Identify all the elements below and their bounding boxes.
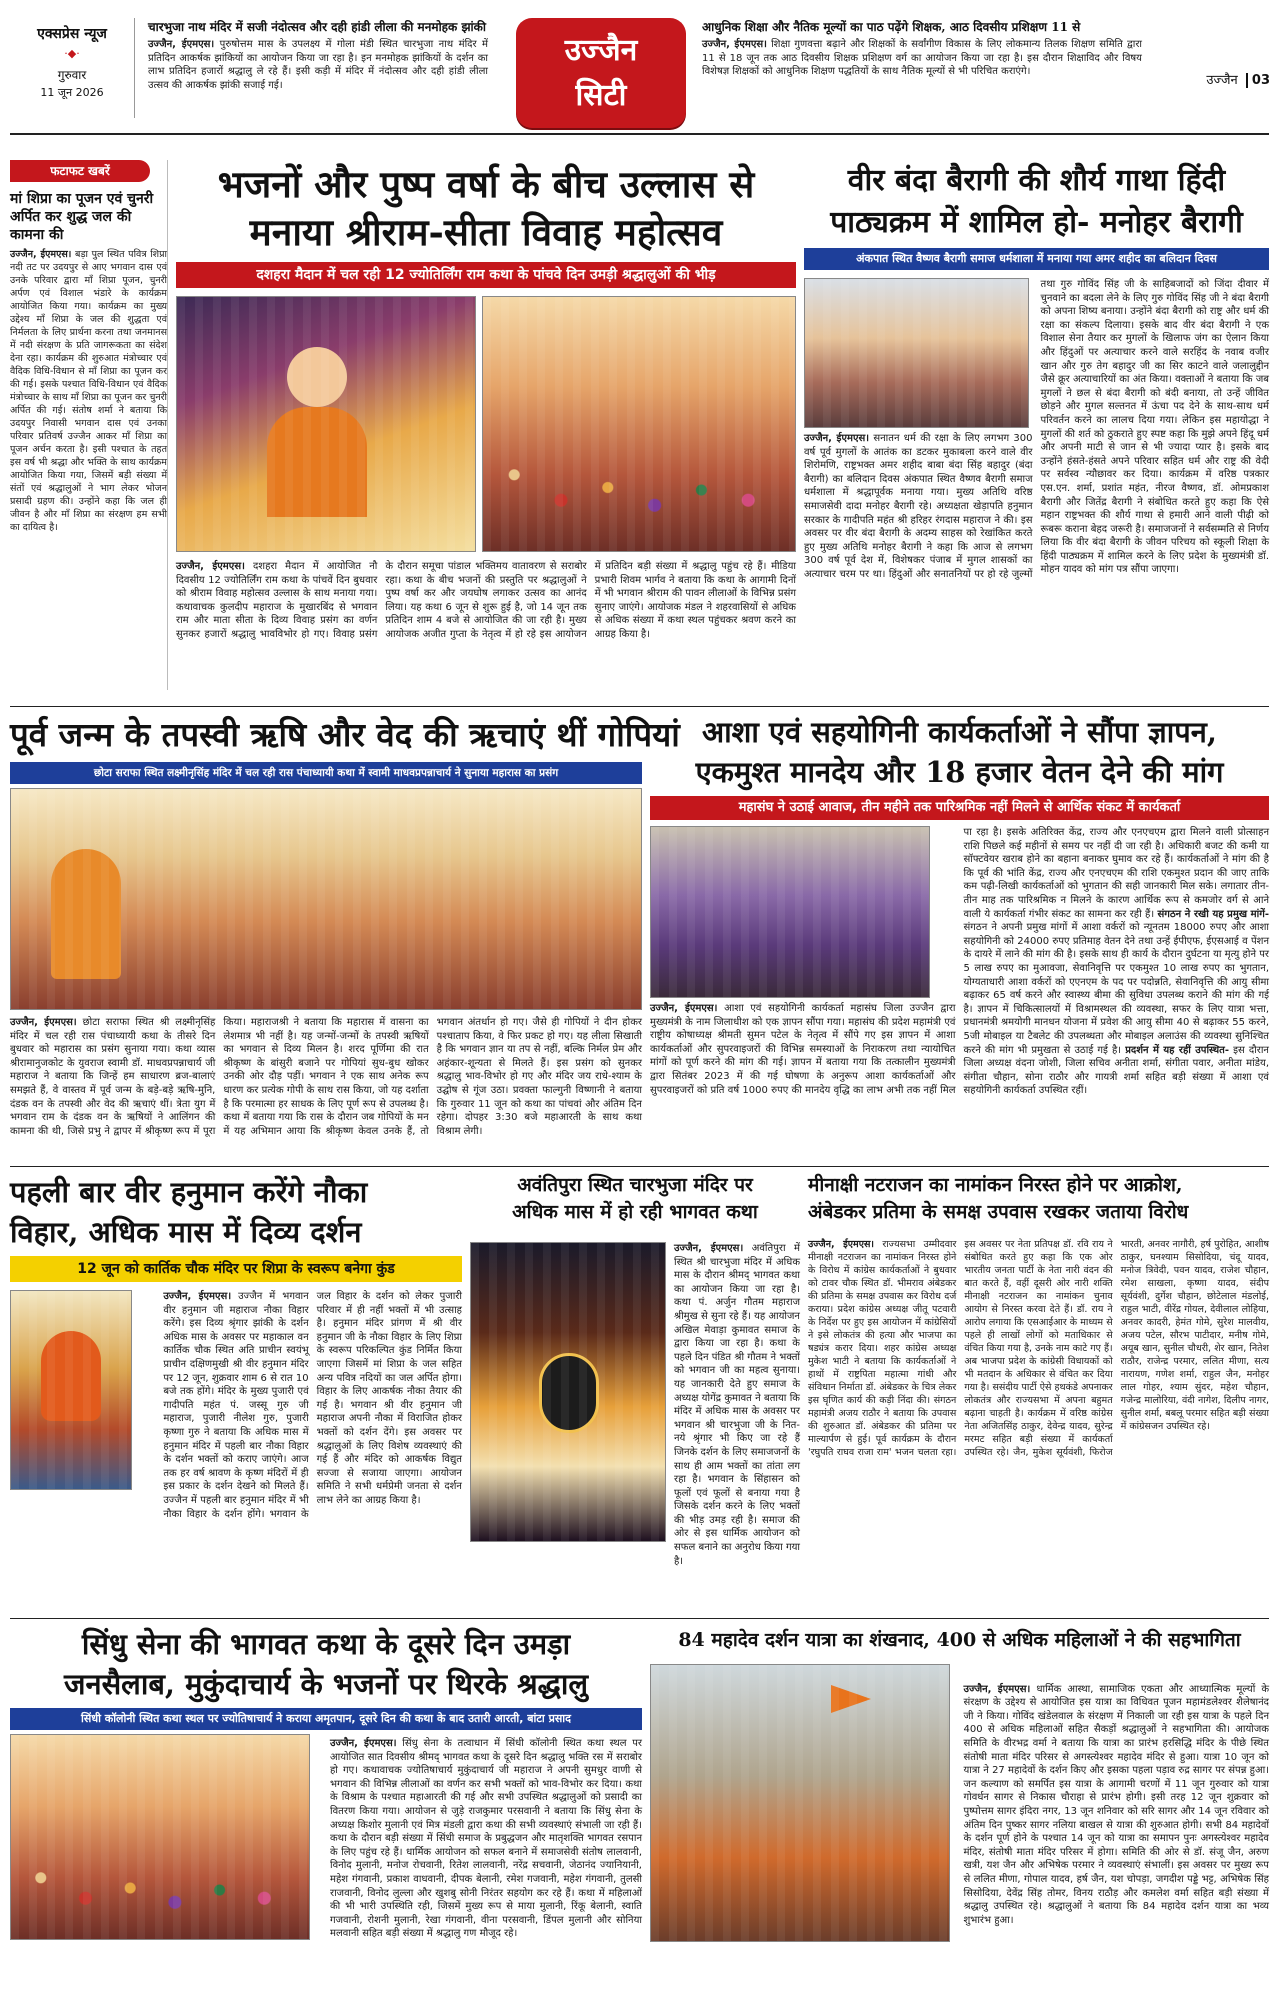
top-right-text: शिक्षा गुणवत्ता बढ़ाने और शिक्षकों के सर्वांगीण विकास के लिए लोकमान्य तिलक शिक्षण समिति द्वारा 11 से 18 जून तक आठ दिवसीय शिक्षक प्रशिक्षण वर्ग का आयोजन किया जा रहा है। इस दौरान शिक्षाविद और विषय विशेषज्ञ शिक्षकों को आधुनिक शिक्षण पद्धतियों के साथ नैतिक मूल्यों से भी परिचित कराएंगे।: [702, 39, 1142, 78]
avantipura-story: [470, 1172, 800, 1612]
bairagi-story: [804, 160, 1269, 700]
page-folio: [1160, 70, 1270, 94]
fatafat-label: फटाफट खबरें: [10, 160, 150, 182]
date-label: 11 जून 2026: [40, 86, 104, 99]
bairagi-body: [804, 278, 1269, 698]
asha-text-2: संगठन ने अपनी प्रमुख मांगों में आशा वर्करों को न्यूनतम 18000 रुपए और आशा सहयोगिनी को 24000 रुपए प्रतिमाह वेतन देने तथा उन्हें ईपीएफ, ईएसआई व पेंशन के दायरे में लाने की मांग की है। इसके साथ ही कार्य के दौरान दुर्घटना या मृत्यु होने पर 5 लाख रुपए का मुआवजा, सेवानिवृत्ति पर एकमुश्त 10 लाख रुपए का भुगतान, योग्यताधारी आशा वर्करों को एएनएम के पद पर पदोन्नति, सेवानिवृत्ति की आयु सीमा बढ़ाकर 65 वर्ष करने और स्वास्थ्य बीमा की सुविधा उपलब्ध कराने की मांग की गई है। ज्ञापन में चिकित्सालयों में विश्रामस्थल की व्यवस्था, सफर के लिए यात्रा भत्ता, प्रधानमंत्री श्रमयोगी मानधन योजना में प्रवेश की आयु सीमा 40 से बढ़ाकर 55 करने, 5जी मोबाइल या टैबलेट की उपलब्धता और मोबाइल अलाउंस की व्यवस्था सुनिश्चित करने की मांग भी प्रमुखता से उठाई गई है।: [963, 922, 1269, 1056]
avantipura-headline-1: अवंतिपुरा स्थित चारभुजा मंदिर पर: [517, 1174, 753, 1196]
gopiyan-dateline: उज्जैन, ईएमएस।: [10, 1017, 77, 1028]
avantipura-text: अवंतिपुरा में स्थित श्री चारभुजा मंदिर में अधिक मास के दौरान श्रीमद् भागवत कथा का आयोजन किया जा रहा है। कथा पं. अर्जुन गौतम महाराज श्रीमुख से सुना रहे हैं। यह आयोजन अखिल मेवाड़ा कुमावत समाज के द्वारा किया जा रहा है। कथा के पहले दिन पंडित श्री गौतम ने भक्तों को भगवान जी का महत्व सुनाया। यह जानकारी देते हुए समाज के अध्यक्ष योगेंद्र कुमावत ने बताया कि मंदिर में अधिक मास के अवसर पर भगवान श्री चारभुजा जी के नित-नये श्रृंगार भी किए जा रहे हैं जिनके दर्शन के लिए समाजजनों के साथ ही आम भक्तों का तांता लग रहा है। भगवान के सिंहासन को फूलों एवं फूलों से बनाया गया है जिसके दर्शन करने के लिए भक्तों की भीड़ उमड़ रही है। समाज की ओर से इस धार्मिक आयोजन को सफल बनाने का अनुरोध किया गया है।: [674, 1243, 800, 1567]
gopiyan-text: छोटा सराफा स्थित श्री लक्ष्मीनृसिंह मंदिर में चल रही रास पंचाध्यायी कथा के तीसरे दिन बुधवार को महारास का प्रसंग सुनाया गया। कथा व्यास श्रीरामानुजकोट के युवराज स्वामी डॉ. माधवप्रपन्नाचार्य जी महाराज ने बताया कि जिन्हें हम साधारण ब्रज-बालाएं समझते हैं, वे वास्तव में पूर्व जन्म के बड़े-बड़े ऋषि-मुनि, दंडक वन के तपस्वी और वेद की ऋचाएं थीं। त्रेता युग में भगवान राम के दंडक वन के ऋषियों ने आलिंगन की कामना की थी, जिसे प्रभु ने द्वापर में श्रीकृष्ण रूप में पूरा किया। महाराजश्री ने बताया कि महारास में वासना का लेशमात्र भी नहीं है। यह जन्मों-जन्मों के तपस्वी ऋषियों का भगवान से दिव्य मिलन है। शरद पूर्णिमा की रात श्रीकृष्ण के बांसुरी बजाने पर गोपियां सुध-बुध खोकर उनकी ओर दौड़ पड़ीं। भगवान ने एक साथ अनेक रूप धारण कर प्रत्येक गोपी के साथ रास किया, जो यह दर्शाता है कि परमात्मा हर साधक के लिए पूर्ण रूप से उपलब्ध है। कथा में बताया गया कि रास के दौरान जब गोपियों के मन में यह अभिमान आया कि श्रीकृष्ण केवल उनके हैं, तो भगवान अंतर्धान हो गए। जैसे ही गोपियों ने दीन होकर पश्चाताप किया, वे फिर प्रकट हो गए। यह लीला सिखाती है कि भगवान ज्ञान या तप से नहीं, बल्कि निर्मल प्रेम और अहंकार-शून्यता से मिलते हैं। इस प्रसंग को सुनकर श्रद्धालु भाव-विभोर हो गए और मंदिर जय राधे-श्याम के उद्घोष से गूंज उठा। प्रवक्ता फाल्गुनी विष्णानी ने बताया कि गुरुवार 11 जून को कथा का पांचवां और अंतिम दिन रहेगा। दोपहर 3:30 बजे महाआरती के साथ कथा विश्राम लेगी।: [10, 1017, 642, 1137]
fatafat-text: बड़ा पुल स्थित पवित्र शिप्रा नदी तट पर उदयपुर से आए भगवान दास एवं उनके परिवार द्वारा माँ शिप्रा पूजन, चुनरी अर्पण एवं विशाल भंडारे के कार्यक्रम आयोजित किया गया। कार्यक्रम का मुख्य उद्देश्य माँ शिप्रा के जल की शुद्धता एवं निर्मलता के लिए प्रार्थना करना तथा जनमानस में नदी संरक्षण के प्रति जागरूकता का संदेश देना रहा। कार्यक्रम की शुरुआत मंत्रोच्चार एवं वैदिक विधि-विधान से माँ शिप्रा का पूजन कर की गई। इसके पश्चात विधि-विधान एवं वैदिक मंत्रोच्चार के साथ माँ शिप्रा का पूजन कर चुनरी अर्पित की गई। संतोष शर्मा ने बताया कि उदयपुर निवासी भगवान दास एवं उनका परिवार प्रतिवर्ष उज्जैन आकर माँ शिप्रा का पूजन अर्चन करता है। इसी पश्चात के तहत इस वर्ष भी श्रद्धा और भक्ति के साथ कार्यक्रम आयोजित किया गया, जिसमें बड़ी संख्या में संतों एवं श्रद्धालुओं ने भाग लेकर भोजन प्रसादी ग्रहण की। उन्होंने कहा कि जल ही जीवन है और माँ शिप्रा का संरक्षण हम सभी का दायित्व है।: [10, 249, 167, 533]
ambedkar-text: राज्यसभा उम्मीदवार मीनाक्षी नटराजन का नामांकन निरस्त होने के विरोध में कांग्रेस कार्यकर्ताओं ने बुधवार को टावर चौक स्थित डॉ. भीमराव अंबेडकर की प्रतिमा के समक्ष उपवास कर विरोध दर्ज कराया। प्रदेश कांग्रेस अध्यक्ष जीतू पटवारी के निर्देश पर हुए इस आयोजन में कांग्रेसियों ने इसे लोकतंत्र की हत्या और भाजपा का षड्यंत्र करार दिया। शहर कांग्रेस अध्यक्ष मुकेश भाटी ने बताया कि कार्यकर्ताओं ने हाथों में राष्ट्रपिता महात्मा गांधी और संविधान निर्माता डॉ. अंबेडकर के चित्र लेकर इस घृणित कार्य की कड़ी निंदा की। संगठन महामंत्री अजय राठौर ने बताया कि उपवास की शुरुआत डॉ. अंबेडकर की प्रतिमा पर माल्यार्पण से हुई। पूर्व कार्यक्रम के दौरान 'रघुपति राघव राजा राम' भजन चलता रहा। इस अवसर पर नेता प्रतिपक्ष डॉ. रवि राय ने संबोधित करते हुए कहा कि एक ओर भारतीय जनता पार्टी के नेता नारी वंदन की बात करते हैं, वहीं दूसरी ओर नारी शक्ति मीनाक्षी नटराजन का नामांकन चुनाव आयोग से निरस्त करवा देते हैं। डॉ. राय ने आरोप लगाया कि एसआईआर के माध्यम से पहले ही लाखों लोगों को मताधिकार से वंचित किया गया है, उनके नाम काटे गए हैं। अब भाजपा प्रदेश के कांग्रेसी विधायकों को भी मतदान के अधिकार से वंचित कर दिया गया है। ससंदीय पार्टी ऐसे हथकंडे अपनाकर लोकतंत्र और राज्यसभा में अपना बहुमत बढ़ाना चाहती है। कार्यक्रम में वरिष्ठ कांग्रेस नेता अजितसिंह ठाकुर, देवेन्द्र यादव, सुरेन्द्र मरमट सहित बड़ी संख्या में कार्यकर्ता उपस्थित रहे। जैन, मुकेश सूर्यवंशी, फिरोज भारती, अनवर नागौरी, हर्ष पुरोहित, आशीष ठाकुर, घनश्याम सिसोदिया, चंदू यादव, मनोज त्रिवेदी, पवन यादव, राजेश चौहान, रमेश साखला, कृष्णा यादव, संदीप सूर्यवंशी, दुर्गेश चौहान, छोटेलाल मंडलोई, राहुल भाटी, वीरेंद्र गोयल, देवीलाल लोहिया, अनवर कादरी, हेमंत गोमे, सुरेश मालवीय, अजय पटेल, सौरभ पाटीदार, मनीष गोमे, अयूब खान, सुनील चौधरी, शेर खान, नितेश राठौर, राजेन्द्र परमार, ललित मीणा, सत्य नारायण, गणेश शर्मा, राहुल जैन, मनोहर लाल गोहर, श्याम सुंदर, महेश चौहान, गजेन्द्र मालोरिया, वंदी नागेश, दिलीप नागर, सुनील शर्मा, बबलू परमार सहित बड़ी संख्या में कांग्रेसजन उपस्थित रहे।: [808, 1239, 1269, 1458]
hanuman-headline-1: पहली बार वीर हनुमान करेंगे नौका: [10, 1175, 368, 1209]
fatafat-panel: [10, 160, 168, 690]
ram-sita-text: दशहरा मैदान में आयोजित नौ दिवसीय 12 ज्योतिर्लिंग राम कथा के पांचवें दिन बुधवार को श्रीराम विवाह महोत्सव उल्लास के साथ मनाया गया। कथावाचक कुलदीप महाराज के मुखारबिंद से भगवान राम और माता सीता के दिव्य विवाह प्रसंग का वर्णन सुनकर हजारों श्रद्धालु भावविभोर हो गए। विवाह प्रसंग के दौरान समूचा पांडाल भक्तिमय वातावरण से सराबोर रहा। कथा के बीच भजनों की प्रस्तुति पर श्रद्धालुओं ने पुष्प वर्षा कर और जयघोष लगाकर उत्सव का आनंद लिया। यह कथा 6 जून से शुरू हुई है, जो 14 जून तक प्रतिदिन शाम 4 बजे से आयोजित की जा रही है। मुख्य आयोजक अजीत गुप्ता के नेतृत्व में हो रहे इस आयोजन में प्रतिदिन बड़ी संख्या में श्रद्धालु पहुंच रहे हैं। मीडिया प्रभारी शिवम भार्गव ने बताया कि कथा के आगामी दिनों में भी भगवान श्रीराम की पावन लीलाओं के विभिन्न प्रसंग सुनाए जाएंगे। आयोजक मंडल ने शहरवासियों से अधिक से अधिक संख्या में कथा स्थल पहुंचकर श्रवण करने का आग्रह किया है।: [176, 561, 796, 640]
top-right-brief: [702, 18, 1142, 118]
asha-banner: महासंघ ने उठाई आवाज, तीन महीने तक पारिश्रमिक नहीं मिलने से आर्थिक संकट में कार्यकर्ता: [650, 796, 1269, 820]
asha-body: [650, 826, 1269, 1160]
ambedkar-body: [808, 1238, 1269, 1610]
hanuman-body: [10, 1290, 462, 1610]
ram-sita-story: [176, 160, 796, 700]
asha-dateline: उज्जैन, ईएमएस।: [650, 1003, 718, 1014]
speaker-figure-icon: [287, 347, 347, 407]
ambedkar-dateline: उज्जैन, ईएमएस।: [808, 1239, 875, 1250]
mahadev84-body: [650, 1664, 1269, 2000]
speaker-robe-icon: [267, 407, 367, 517]
bairagi-dateline: उज्जैन, ईएमएस।: [804, 433, 870, 444]
city-logo-line2: सिटी: [575, 78, 627, 113]
bairagi-photo-spacer: [804, 278, 1029, 432]
section-rule-3: [10, 1618, 1269, 1619]
ram-sita-photo-crowd: [482, 296, 796, 552]
asha-story: [650, 712, 1269, 1162]
ambedkar-headline-2: अंबेडकर प्रतिमा के समक्ष उपवास रखकर जताया विरोध: [808, 1201, 1189, 1223]
avantipura-body-side: [674, 1242, 800, 1567]
top-right-body: [702, 38, 1142, 118]
sindhu-text: सिंधु सेना के तत्वाधान में सिंधी कॉलोनी स्थित कथा स्थल पर आयोजित सात दिवसीय श्रीमद् भागवत कथा के दूसरे दिन श्रद्धालु भक्ति रस में सराबोर हो गए। कथावाचक ज्योतिषाचार्य मुकुंदाचार्य जी महाराज ने अपनी सुमधुर वाणी से भगवान की विभिन्न लीलाओं का वर्णन कर सभी भक्तों को भाव-विभोर कर दिया। कथा के विश्राम के पश्चात महाआरती की गई और सभी उपस्थित श्रद्धालुओं को प्रसादी का वितरण किया गया। आयोजन से जुड़े राजकुमार परसवानी ने बताया कि सिंधु सेना के अध्यक्ष किशोर मुलानी एवं मित्र मंडली द्वारा कथा की सभी व्यवस्थाएं संभाली जा रही हैं। कथा के दौरान बड़ी संख्या में सिंधी समाज के प्रबुद्धजन और मातृशक्ति भागवत रसपान के लिए पहुंच रहे हैं। धार्मिक आयोजन को सफल बनाने में समाजसेवी संतोष लालवानी, विनोद मुलानी, मनोज रोचवानी, रितेश लालवानी, नरेंद्र सचवानी, जेठानंद ज्यानियानी, महेश गंगवानी, प्रकाश वाधवानी, दीपक बेलानी, रमेश गजवानी, महेश गंगवानी, तुलसी राजवानी, विनोद लुल्ला और खुशबु सोनी निरंतर सहयोग कर रहे हैं। कथा में महिलाओं की भी भारी उपस्थिति रही, जिसमें मुख्य रूप से माया मुलानी, रिंकू बेलानी, स्वाति गजवानी, रोशनी मुलानी, रेखा गंगवानी, वीना परसवानी, डिंपल मुलानी और सोनिया मलवानी सहित बड़ी संख्या में श्रद्धालु गण मौजूद रहे।: [330, 1738, 643, 1940]
hanuman-headline-2: विहार, अधिक मास में दिव्य दर्शन: [10, 1215, 362, 1249]
hanuman-text: उज्जैन में भगवान वीर हनुमान जी महाराज नौका विहार करेंगे। इस दिव्य श्रृंगार झांकी के दर्शन अधिक मास के अवसर पर महाकाल वन कार्तिक चौक स्थित अति प्राचीन स्वयंभू प्राचीन दक्षिणमुखी श्री वीर हनुमान मंदिर पर 12 जून, शुक्रवार शाम 6 से रात 10 बजे तक होंगे। मंदिर के मुख्य पुजारी एवं गादीपति महंत पं. जस्सू गुरु जी महाराज, पुजारी नीलेश गुरु, पुजारी कृष्णा गुरु ने बताया कि अधिक मास में हनुमान मंदिर में पहली बार नौका विहार के दर्शन भक्तों को कराए जाएंगे। आज तक हर वर्ष श्रावण के कृष्ण मंदिरों में ही इस प्रकार के दर्शन देखने को मिलते हैं। उज्जैन में पहली बार हनुमान मंदिर में भी नौका विहार के दर्शन होंगे। भगवान के जल विहार के दर्शन को लेकर पुजारी परिवार में ही नहीं भक्तों में भी उत्साह है। हनुमान मंदिर प्रांगण में श्री वीर हनुमान जी के नौका विहार के लिए शिप्रा के स्वरूप परिकल्पित कुंड निर्मित किया जाएगा जिसमें मां शिप्रा के जल सहित अन्य पवित्र नदियों का जल अर्पित होगा। विहार के लिए आकर्षक नौका तैयार की गई है। भगवान श्री वीर हनुमान जी महाराज अपनी नौका में विराजित होकर भक्तों को दर्शन देंगे। इस अवसर पर श्रद्धालुओं के लिए विशेष व्यवस्थाएं की गई हैं और मंदिर को आकर्षक विद्युत सज्जा से सजाया जाएगा। आयोजन समिति ने सभी धर्मप्रेमी जनता से दर्शन लाभ लेने का आग्रह किया है।: [163, 1291, 462, 1520]
ram-sita-body: [176, 560, 796, 695]
fatafat-dateline: उज्जैन, ईएमएस।: [10, 249, 72, 260]
top-left-body: [148, 38, 488, 118]
bairagi-text: सनातन धर्म की रक्षा के लिए लगभग 300 वर्ष पूर्व मुगलों के आतंक का डटकर मुकाबला करने वाले वीर शिरोमणि, राष्ट्रभक्त अमर शहीद बाबा बंदा सिंह बहादुर (बंदा बैरागी) का बलिदान दिवस अंकपात स्थित वैष्णव बैरागी समाज धर्मशाला में श्रद्धापूर्वक मनाया गया। मुख्य अतिथि वरिष्ठ समाजसेवी दादा मनोहर बैरागी रहे। अध्यक्षता खेड़ापति हनुमान सरकार के गादीपति महंत श्री हरिहर रंगदास महाराज ने की। इस अवसर पर वीर बंदा बैरागी के अदम्य साहस को रेखांकित करते हुए मुख्य अतिथि मनोहर बैरागी ने कहा कि आज से लगभग 300 वर्ष पूर्व देश में, विशेषकर पंजाब में मुगल शासकों का अत्याचार चरम पर था। हिंदुओं और सनातनियों पर हो रहे जुल्मों तथा गुरु गोविंद सिंह जी के साहिबजादों को जिंदा दीवार में चुनवाने का बदला लेने के लिए गुरु गोविंद सिंह जी ने बंदा बैरागी को अपना शिष्य बनाया। उन्होंने बंदा बैरागी को राष्ट्र और धर्म की रक्षा का संकल्प दिलाया। इसके बाद वीर बंदा बैरागी ने एक विशाल सेना तैयार कर मुगलों के खिलाफ जंग का ऐलान किया और हिंदुओं पर अत्याचार करने वाले सरहिंद के नवाब वजीर खान और गुरु तेग बहादुर जी का सिर काटने वाले जलालुद्दीन जैसे क्रूर अत्याचारियों का अंत किया। वक्ताओं ने बताया कि जब मुगलों ने छल से बंदा बैरागी को बंदी बनाया, तो उन्हें जीवित छोड़ने और मुगल सल्तनत में ऊंचा पद देने के साथ-साथ धर्म परिवर्तन करने का लालच दिया गया। लेकिन इस महायोद्धा ने मुगलों की शर्त को ठुकराते हुए स्पष्ट कहा कि मुझे अपने हिंदू धर्म और अपनी माटी से जान से भी ज्यादा प्यार है। इसके बाद उन्होंने हंसते-हंसते अपने परिवार सहित धर्म और राष्ट्र की वेदी पर सर्वस्व न्यौछावर कर दिया। कार्यक्रम में वरिष्ठ पत्रकार एस.एन. शर्मा, प्रशांत महंत, नीरज वैष्णव, डॉ. ओमप्रकाश बैरागी और जितेंद्र बैरागी ने संबोधित करते हुए कहा कि ऐसे महान राष्ट्रभक्त की शौर्य गाथा से हमारी आने वाली पीढ़ी को रूबरू कराना बेहद जरूरी है। समाजजनों ने सर्वसम्मति से निर्णय लिया कि वीर बंदा बैरागी के जीवन परिचय को स्कूली शिक्षा के हिंदी पाठ्यक्रम में शामिल करने के लिए प्रदेश के मुख्यमंत्री डॉ. मोहन यादव को मांग पत्र सौंपा जाएगा।: [804, 279, 1269, 580]
avantipura-dateline: उज्जैन, ईएमएस।: [674, 1243, 744, 1254]
hanuman-story: [10, 1172, 462, 1612]
section-rule-1: [10, 706, 1269, 707]
top-left-headline: चारभुजा नाथ मंदिर में सजी नंदोत्सव और दही हांडी लीला की मनमोहक झांकी: [148, 20, 486, 34]
hanuman-banner: 12 जून को कार्तिक चौक मंदिर पर शिप्रा के स्वरूप बनेगा कुंड: [10, 1256, 462, 1282]
hanuman-photo-spacer: [10, 1290, 132, 1494]
kathavyas-figure-icon: [51, 849, 121, 979]
ambedkar-story: [808, 1172, 1269, 1612]
bairagi-headline-2: पाठ्यक्रम में शामिल हो- मनोहर बैरागी: [830, 205, 1243, 240]
fatafat-body: [10, 248, 167, 673]
bairagi-headline-1: वीर बंदा बैरागी की शौर्य गाथा हिंदी: [847, 163, 1226, 198]
gopiyan-headline: पूर्व जन्म के तपस्वी ऋषि और वेद की ऋचाएं थीं गोपियां: [10, 715, 680, 754]
ram-sita-photo-kathavachak: [176, 296, 476, 552]
sindhu-banner: सिंधी कॉलोनी स्थित कथा स्थल पर ज्योतिषाचार्य ने कराया अमृतपान, दूसरे दिन की कथा के बाद उतारी आरती, बांटा प्रसाद: [10, 1708, 642, 1730]
mahadev84-dateline: उज्जैन, ईएमएस।: [963, 1683, 1031, 1695]
sindhu-dateline: उज्जैन, ईएमएस।: [330, 1738, 397, 1750]
ram-sita-dateline: उज्जैन, ईएमएस।: [176, 561, 245, 572]
gopiyan-story: [10, 712, 680, 1162]
fatafat-headline: मां शिप्रा का पूजन एवं चुनरी अर्पित कर शुद्ध जल की कामना की: [10, 191, 154, 243]
mahadev84-text: धार्मिक आस्था, सामाजिक एकता और आध्यात्मिक मूल्यों के संरक्षण के उद्देश्य से आयोजित इस यात्रा का विधिवत पूजन महामंडलेश्वर शैलेषानंद जी ने किया। गोविंद खंडेलवाल के संरक्षण में निकाली जा रही इस यात्रा के पहले दिन 400 से अधिक महिलाओं सहित सैकड़ों श्रद्धालुओं ने सहभागिता की। आयोजक समिति के वीरभद्र वर्मा ने बताया कि यात्रा का प्रारंभ हरसिद्धि मंदिर के पीछे स्थित संतोषी माता मंदिर परिसर से अगस्त्येश्वर महादेव मंदिर से हुआ। यात्रा 10 जून को यात्रा ने 27 महादेवों के दर्शन किए और इसका पहला पड़ाव रुद्र सागर पर संपन्न हुआ। जन कल्याण को समर्पित इस यात्रा के आगामी चरणों में 11 जून गुरुवार को यात्रा गोवर्धन सागर से निकास चौराहा से प्रारंभ होगी। इसी तरह 12 जून शुक्रवार को पुष्पोत्तम सागर इंदिरा नगर, 13 जून शनिवार को सरि सागर और 14 जून रविवार को अंतिम दिन पुष्कर सागर नलिया बाखल से यात्रा की शुरुआत होगी। सभी 84 महादेवों के दर्शन पूर्ण होने के पश्चात 14 जून को यात्रा का समापन पुनः अगस्त्येश्वर महादेव मंदिर, संतोषी माता मंदिर परिसर में होगा। समिति की ओर से डॉ. संजू जैन, अरुण खत्री, यश जैन और अभिषेक परमार ने व्यवस्थाएं संभालीं। इस अवसर पर मुख्य रूप से ललित मीणा, गोपाल यादव, हर्ष जैन, यश चोपड़ा, जगदीश पड्डे भट्ट, अभिषेक सिंह सिसोदिया, देवेंद्र सिंह तोमर, विनय राठौड़ और कमलेश वर्मा सहित बड़ी संख्या में श्रद्धालु उपस्थित रहे। श्रद्धालुओं ने बताया कि 84 महादेव दर्शन यात्रा का भव्य शुभारंभ हुआ।: [963, 1683, 1269, 1926]
bairagi-banner: अंकपात स्थित वैष्णव बैरागी समाज धर्मशाला में मनाया गया अमर शहीद का बलिदान दिवस: [804, 248, 1269, 270]
mahadev84-story: [650, 1624, 1269, 2002]
hanuman-dateline: उज्जैन, ईएमएस।: [163, 1291, 232, 1302]
folio-divider: [1246, 73, 1248, 88]
ram-sita-headline-1: भजनों और पुष्प वर्षा के बीच उल्लास से: [217, 162, 755, 206]
brand-name: एक्सप्रेस न्यूज: [37, 26, 107, 42]
sindhu-headline-2: जनसैलाब, मुकुंदाचार्य के भजनों पर थिरके श्रद्धालु: [63, 1667, 589, 1701]
asha-photo-spacer: [650, 826, 930, 1002]
top-right-dateline: उज्जैन, ईएमएस।: [702, 39, 767, 50]
avantipura-headline-2: अधिक मास में हो रही भागवत कथा: [512, 1201, 758, 1223]
masthead-brand-box: [10, 18, 135, 118]
folio-city: उज्जैन: [1206, 73, 1238, 88]
sindhu-headline-1: सिंधु सेना की भागवत कथा के दूसरे दिन उमड़ा: [81, 1627, 571, 1661]
asha-headline-1: आशा एवं सहयोगिनी कार्यकर्ताओं ने सौंपा ज्ञापन,: [702, 715, 1217, 749]
top-left-text: पुरुषोत्तम मास के उपलक्ष्य में गोला मंडी स्थित चारभुजा नाथ मंदिर में प्रतिदिन आकर्षक झांकियों का आयोजन किया जा रहा है। इन मनमोहक झांकियों के दर्शन का लाभ प्रतिदिन हजारों श्रद्धालु ले रहे हैं। इसी कड़ी में मंदिर में नंदोत्सव और दही हांडी लीला उत्सव की आकर्षक झांकी सजाई गई।: [148, 39, 488, 91]
ram-sita-banner: दशहरा मैदान में चल रही 12 ज्योतिर्लिंग राम कथा के पांचवे दिन उमड़ी श्रद्धालुओं की भीड़: [176, 262, 796, 288]
asha-headline-2: एकमुश्त मानदेय और 18 हजार वेतन देने की मांग: [695, 755, 1224, 789]
asha-subhead-2: प्रदर्शन में यह रहीं उपस्थित-: [1125, 1044, 1229, 1056]
day-label: गुरुवार: [57, 68, 87, 82]
gopiyan-banner: छोटा सराफा स्थित लक्ष्मीनृसिंह मंदिर में चल रही रास पंचाध्यायी कथा में स्वामी माधवप्रपन्नाचार्य ने सुनाया महारास का प्रसंग: [10, 762, 642, 784]
city-logo: [516, 18, 686, 128]
asha-text: आशा एवं सहयोगिनी कार्यकर्ता महासंघ जिला उज्जैन द्वारा मुख्यमंत्री के नाम जिलाधीश को एक ज्ञापन सौंपा गया। महासंघ की प्रदेश महामंत्री एवं राष्ट्रीय कोषाध्यक्ष श्रीमती सुमन पटेल के नेतृत्व में सौंपे गए इस ज्ञापन में आशा कार्यकर्ताओं और सुपरवाइजरों की विभिन्न समस्याओं के निराकरण तथा न्यायोचित मांगों को पूर्ण करने की मांग की गई। ज्ञापन में बताया गया कि तत्कालीन मुख्यमंत्री द्वारा सितंबर 2023 में की गई घोषणा के अनुरूप आशा कार्यकर्ताओं और सुपरवाइजरों को प्रति वर्ष 1000 रुपए की मानदेय वृद्धि का लाभ अभी तक नहीं मिल पा रहा है। इसके अतिरिक्त केंद्र, राज्य और एनएचएम द्वारा मिलने वाली प्रोत्साहन राशि पिछले कई महीनों से समय पर नहीं दी जा रही है। अधिकारी बजट की कमी या सॉफ्टवेयर खराब होने का बहाना बनाकर घुमाव कर रहे हैं। कार्यकर्ताओं ने मांग की है कि पूर्व की भांति केंद्र, राज्य और एनएचएम की राशि एकमुश्त प्रदान की जाए ताकि कम पढ़ी-लिखी कार्यकर्ताओं को भुगतान की सही जानकारी मिल सके। लगातार तीन-तीन माह तक पारिश्रमिक न मिलने के कारण आर्थिक रूप से कमजोर वर्ग से आने वाली ये कार्यकर्ता गंभीर संकट का सामना कर रही हैं।: [650, 827, 1269, 1096]
asha-text-3: इस दौरान जिला अध्यक्ष वंदना जोशी, जिला सचिव अनीता शर्मा, संगीता पवार, अनीता मांडेय, संगीता चौहान, सोना राठौर और गायत्री शर्मा सहित बड़ी संख्या में आशा एवं सहयोगिनी कार्यकर्ता उपस्थित रहीं।: [963, 1044, 1269, 1097]
city-logo-line1: उज्जैन: [564, 33, 638, 68]
asha-subhead-1: संगठन ने रखी यह प्रमुख मांगें-: [1157, 908, 1269, 920]
ambedkar-headline-1: मीनाक्षी नटराजन का नामांकन निरस्त होने पर आक्रोश,: [808, 1174, 1183, 1196]
avantipura-photo: [470, 1242, 666, 1542]
folio-page-number: 03: [1251, 73, 1270, 88]
top-left-brief: [148, 18, 488, 118]
brand-ornament-icon: ·◆·: [64, 47, 80, 60]
gopiyan-body: [10, 1016, 642, 1161]
section-rule-2: [10, 1166, 1269, 1167]
mahadev84-headline: 84 महादेव दर्शन यात्रा का शंखनाद, 400 से अधिक महिलाओं ने की सहभागिता: [678, 1629, 1241, 1651]
masthead-rule: [10, 133, 1269, 135]
gopiyan-photo: [10, 788, 642, 1010]
top-right-headline: आधुनिक शिक्षा और नैतिक मूल्यों का पाठ पढ़ेंगे शिक्षक, आठ दिवसीय प्रशिक्षण 11 से: [702, 20, 1081, 34]
top-left-dateline: उज्जैन, ईएमएस।: [148, 39, 215, 50]
sindhu-body: [10, 1734, 642, 2000]
chaturbhuja-idol-icon: [539, 1353, 599, 1433]
sindhu-story: [10, 1624, 642, 2002]
ram-sita-headline-2: मनाया श्रीराम-सीता विवाह महोत्सव: [249, 210, 723, 254]
